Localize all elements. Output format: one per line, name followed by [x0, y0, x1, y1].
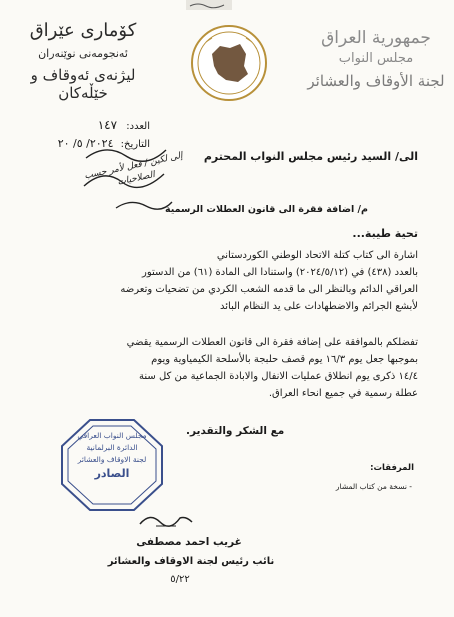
stamp-text — [70, 430, 154, 480]
top-stamp-mark — [186, 0, 232, 10]
signatory-name: غريب احمد مصطفى — [136, 536, 242, 548]
header-arabic-line2: مجلس النواب — [338, 51, 414, 66]
paragraph-1-line: اشارة الى كتاب كتلة الاتحاد الوطني الكوردستاني — [216, 250, 418, 261]
stamp-line2: لجنة الاوقاف والعشائر — [77, 455, 147, 464]
number-value: ١٤٧ — [97, 118, 118, 132]
paragraph-2-line: عطلة رسمية في جميع انحاء العراق. — [268, 388, 418, 399]
signature-scribble — [136, 510, 196, 530]
header-kurdish-line2: ئەنجومەنی نوێنەران — [38, 47, 128, 60]
date-label: التاريخ: — [120, 139, 150, 150]
stamp-line1: الدائرة البرلمانية — [86, 443, 138, 452]
signatory-title: نائب رئيس لجنة الاوقاف والعشائر — [107, 556, 275, 567]
paragraph-1-line: العراقي الدائم وبالنظر الى ما قدمه الشعب الكردي من تضحيات وتعرضه — [120, 284, 418, 295]
subject-line: م/ اضافة فقرة الى قانون العطلات الرسمية — [165, 204, 368, 215]
paragraph-1-line: لأبشع الجرائم والاضطهادات على يد النظام البائد — [220, 301, 418, 312]
handwritten-note: إلى لكين / فعل لأمر حسب الصلاحيات — [83, 150, 184, 188]
recipient-line: الى/ السيد رئيس مجلس النواب المحترم — [203, 150, 418, 163]
header-arabic — [306, 28, 446, 90]
stamp-line3: الصادر — [94, 467, 130, 480]
paragraph-2 — [34, 334, 418, 402]
attachments-label: المرفقات: — [370, 463, 414, 473]
paragraph-2-line: تفضلكم بالموافقة على إضافة فقرة الى قانون العطلات الرسمية يقضي — [126, 337, 418, 348]
header-arabic-line1: جمهورية العراق — [321, 28, 431, 48]
header-kurdish-line1: كۆماری عێراق — [29, 20, 137, 41]
greeting: تحية طيبة... — [352, 227, 418, 240]
stamp-ring-text: مجلس النواب العراقي — [77, 431, 147, 440]
paragraph-1-line: بالعدد (٤٣٨) في (٢٠٢٤/٥/١٢) واستنادا الى المادة (٦١) من الدستور — [141, 267, 418, 278]
paragraph-1 — [34, 247, 418, 315]
header-kurdish-line3: لیژنەی ئەوقاف و خێڵەکان — [30, 66, 136, 102]
parliament-logo — [190, 24, 268, 102]
document-number — [30, 118, 150, 132]
signature-date: ٥/٢٢ — [170, 574, 190, 585]
header-kurdish — [8, 20, 158, 102]
number-label: العدد: — [126, 121, 150, 132]
paragraph-2-line: بموجبها جعل يوم ١٦/٣ يوم قصف حلبجة بالأسلحة الكيمياوية ويوم — [151, 354, 418, 365]
closing-line: مع الشكر والتقدير. — [186, 425, 285, 437]
header-arabic-line3: لجنة الأوقاف والعشائر — [307, 72, 445, 90]
attachments-item: - نسخة من كتاب المشار — [335, 482, 412, 491]
date-value: ٢٠٢٤/ ٥/ ٢٠ — [57, 137, 114, 150]
paragraph-2-line: ١٤/٤ ذكرى يوم انطلاق عمليات الانفال والابادة الجماعية من كل سنة — [139, 371, 418, 382]
